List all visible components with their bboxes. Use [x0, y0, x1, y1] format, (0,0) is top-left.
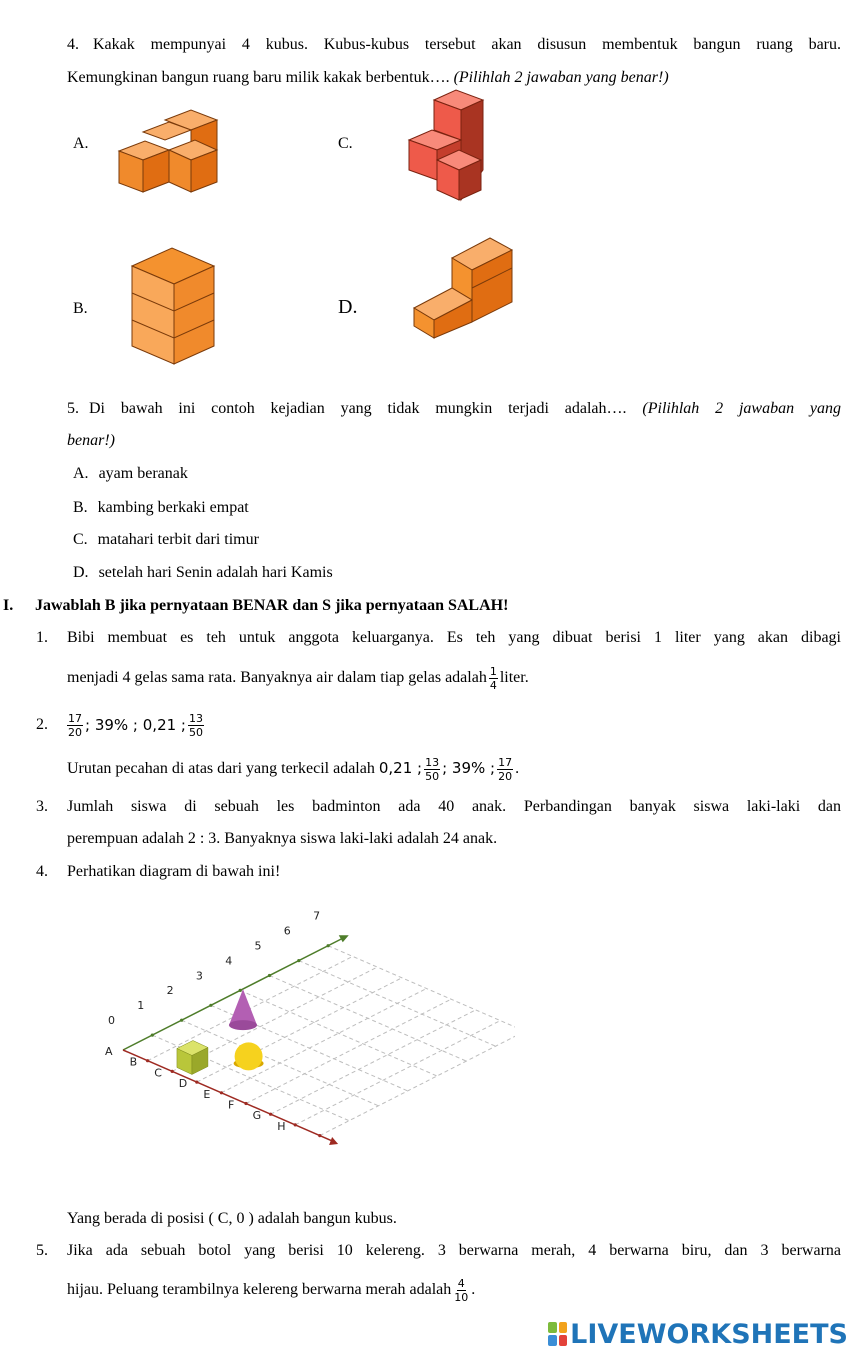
letter-axis-tick: [269, 1113, 272, 1116]
logo-text: LIVEWORKSHEETS: [570, 1318, 848, 1350]
s2-text: Urutan pecahan di atas dari yang terkecil adalah: [67, 760, 375, 777]
q4-number: 4.: [67, 36, 79, 53]
q5-option-c[interactable]: [73, 530, 259, 550]
q5-option-text: setelah hari Senin adalah hari Kamis: [98, 564, 333, 581]
letter-axis-label: F: [228, 1098, 235, 1112]
letter-axis-label: D: [178, 1077, 188, 1091]
q4-option-a-shape: [116, 106, 222, 198]
s2-text-line2: [67, 750, 519, 787]
s5-number: 5.: [36, 1242, 48, 1259]
q5-option-letter: D.: [73, 564, 89, 581]
q5-option-text: ayam beranak: [98, 465, 188, 482]
letter-axis-tick: [171, 1070, 174, 1073]
section-roman: I.: [3, 597, 14, 614]
q4-option-b-shape: [128, 244, 218, 368]
fraction-numerator: 13: [188, 712, 203, 725]
q5-option-text: kambing berkaki empat: [97, 499, 249, 516]
q4-instruction: (Pilihlah 2 jawaban yang benar!): [453, 69, 669, 86]
q4-option-c-shape: [405, 88, 487, 206]
s4-text-line1: Perhatikan diagram di bawah ini!: [67, 863, 281, 880]
number-axis-label: 1: [137, 999, 145, 1013]
number-axis-tick: [327, 944, 330, 947]
number-axis-tick: [268, 974, 271, 977]
s4-statement: Yang berada di posisi ( C, 0 ) adalah bangun kubus.: [67, 1210, 397, 1227]
coordinate-diagram: [95, 895, 515, 1190]
s5-text-line2: [67, 1272, 475, 1308]
number-axis-label: 6: [283, 924, 291, 938]
fraction-denominator: 50: [425, 769, 440, 783]
number-axis-label: 4: [225, 954, 233, 968]
q5-instruction-end: benar!): [67, 432, 115, 449]
number-axis-tick: [151, 1034, 154, 1037]
letter-axis-label: C: [154, 1066, 162, 1080]
s3-text-line1: Jumlah siswa di sebuah les badminton ada 40 anak. Perbandingan banyak siswa laki-laki dan: [67, 798, 841, 815]
s5-fraction: [453, 1277, 469, 1304]
sphere-shape: [234, 1042, 264, 1070]
number-axis-label: 7: [313, 909, 321, 923]
s1-text-line1: Bibi membuat es teh untuk anggota keluarganya. Es teh yang dibuat berisi 1 liter yang akan dibagi: [67, 629, 841, 646]
s2-values: ; 39% ; 0,21 ;: [85, 716, 186, 734]
number-axis-label: 5: [254, 939, 262, 953]
s4-number: 4.: [36, 863, 48, 880]
s2-fraction-2: [188, 712, 204, 739]
s2-end: .: [515, 760, 520, 777]
q4-option-d-shape: [410, 236, 514, 342]
q4-option-b-label[interactable]: B.: [73, 300, 88, 317]
s1-text: menjadi 4 gelas sama rata. Banyaknya air dalam tiap gelas adalah: [67, 669, 487, 686]
letter-axis-label: A: [105, 1045, 113, 1058]
q4-text-line1: Kakak mempunyai 4 kubus. Kubus-kubus tersebut akan disusun membentuk bangun ruang baru.: [93, 36, 841, 53]
q5-text-line2: [67, 431, 115, 451]
q4-text-line2: [67, 68, 669, 88]
section-title: Jawablah B jika pernyataan BENAR dan S jika pernyataan SALAH!: [35, 597, 509, 614]
fraction-numerator: 1: [489, 664, 497, 678]
s1-number: 1.: [36, 629, 48, 646]
q5-number: 5.: [67, 400, 79, 417]
q5-option-letter: C.: [73, 531, 88, 548]
number-axis-tick: [209, 1004, 212, 1007]
q5-instruction: (Pilihlah 2 jawaban yang: [642, 400, 842, 417]
s1-fraction: [489, 665, 498, 692]
number-axis-label: 0: [108, 1014, 115, 1027]
liveworksheets-logo-icon: [548, 1322, 567, 1346]
fraction-denominator: 4: [489, 678, 497, 692]
fraction-denominator: 50: [188, 726, 203, 739]
letter-axis-label: B: [129, 1055, 138, 1069]
letter-axis-label: H: [277, 1119, 286, 1133]
q4-option-c-label[interactable]: C.: [338, 135, 353, 152]
q4-option-a-label[interactable]: A.: [73, 135, 89, 152]
q5-option-letter: B.: [73, 499, 88, 516]
letter-axis-label: E: [203, 1087, 211, 1101]
s2-order-fraction-1: [424, 756, 440, 783]
s2-fraction-1: [67, 712, 83, 739]
q5-option-b[interactable]: [73, 498, 249, 518]
fraction-numerator: 17: [68, 712, 82, 725]
q4-question: Kemungkinan bangun ruang baru milik kakak berbentuk….: [67, 69, 450, 86]
q5-option-d[interactable]: [73, 563, 333, 583]
s3-number: 3.: [36, 798, 48, 815]
s2-value: 0,21 ;: [378, 759, 423, 777]
letter-axis-tick: [220, 1091, 223, 1094]
cube-shape: [177, 1041, 208, 1075]
q5-option-a[interactable]: [73, 464, 188, 484]
number-axis-tick: [239, 989, 242, 992]
letter-axis-tick: [146, 1059, 149, 1062]
q5-option-letter: A.: [73, 465, 89, 482]
number-axis-label: 2: [166, 984, 174, 998]
q5-text-line1: [89, 399, 841, 419]
fraction-denominator: 10: [454, 1290, 469, 1304]
number-axis-label: 3: [195, 969, 203, 983]
cone-shape: [229, 989, 257, 1030]
fraction-numerator: 17: [498, 755, 513, 769]
q5-option-text: matahari terbit dari timur: [97, 531, 259, 548]
q4-option-d-label[interactable]: D.: [338, 296, 358, 318]
letter-axis-tick: [195, 1081, 198, 1084]
liveworksheets-logo[interactable]: [548, 1316, 848, 1352]
letter-axis-tick: [294, 1123, 297, 1126]
s5-end: .: [471, 1281, 476, 1298]
letter-axis-tick: [244, 1102, 247, 1105]
q5-question: Di bawah ini contoh kejadian yang tidak mungkin terjadi adalah….: [89, 400, 627, 417]
fraction-numerator: 4: [457, 1276, 465, 1290]
s1-text-line2: [67, 660, 529, 696]
number-axis-tick: [297, 959, 300, 962]
s5-text-line1: Jika ada sebuah botol yang berisi 10 kelereng. 3 berwarna merah, 4 berwarna biru, dan 3 berwarna: [67, 1242, 841, 1259]
fraction-denominator: 20: [498, 769, 513, 783]
fraction-denominator: 20: [68, 726, 82, 739]
s2-value: ; 39% ;: [442, 759, 496, 777]
s1-text-end: liter.: [499, 669, 529, 686]
s2-order-fraction-2: [497, 756, 513, 783]
s2-fractions: [65, 707, 206, 743]
number-axis-tick: [180, 1019, 183, 1022]
fraction-numerator: 13: [425, 755, 440, 769]
s2-number: 2.: [36, 716, 48, 733]
s3-text-line2: perempuan adalah 2 : 3. Banyaknya siswa laki-laki adalah 24 anak.: [67, 830, 498, 847]
letter-axis-label: G: [252, 1109, 262, 1123]
letter-axis-tick: [318, 1134, 321, 1137]
s5-text: hijau. Peluang terambilnya kelereng berwarna merah adalah: [67, 1281, 452, 1298]
